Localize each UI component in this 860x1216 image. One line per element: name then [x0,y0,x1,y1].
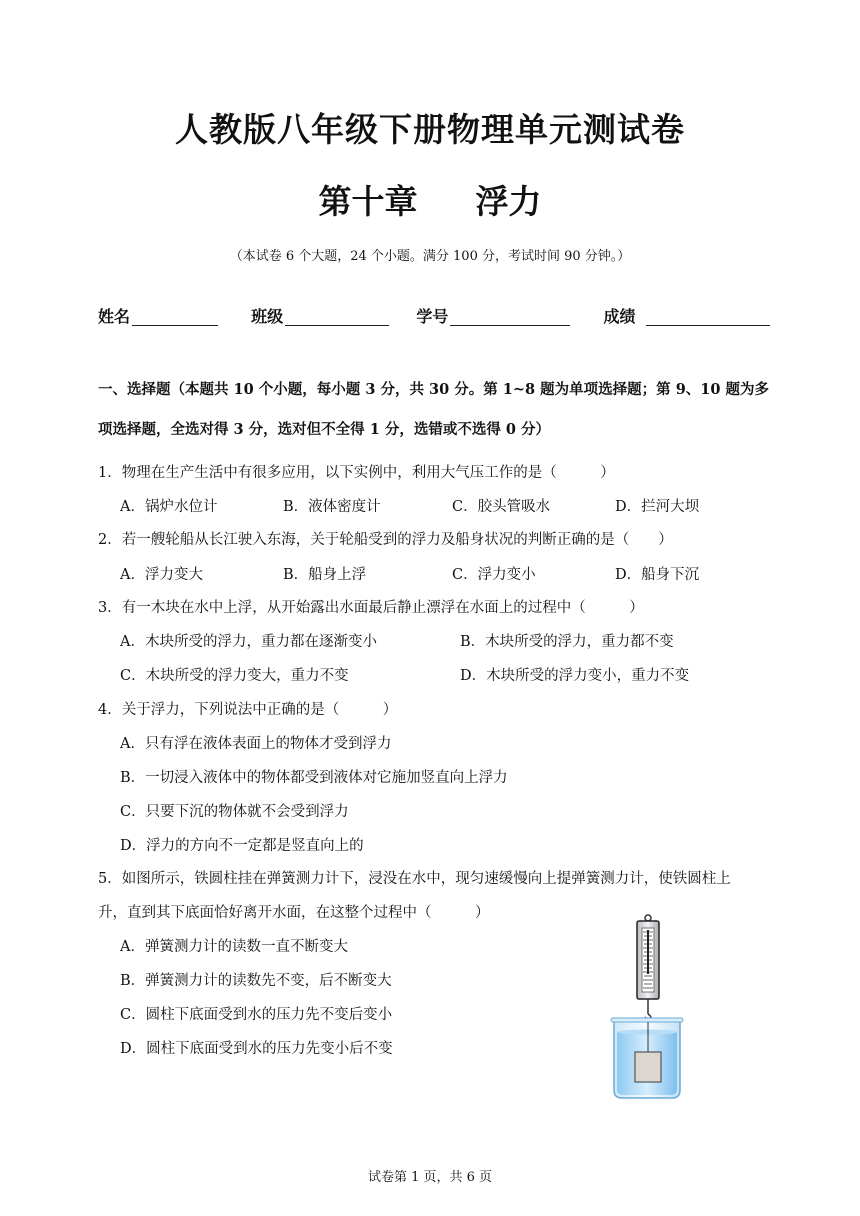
exam-note: （本试卷 6 个大题，24 个小题。满分 100 分，考试时间 90 分钟。） [229,249,631,264]
q5-option-b: B．弹簧测力计的读数先不变，后不断变大 [120,973,392,989]
q3-option-b: B．木块所受的浮力，重力都不变 [460,634,674,650]
name-label: 姓名 [98,307,131,326]
id-label: 学号 [416,307,449,326]
chapter-title [0,176,860,223]
page-footer: 试卷第 1 页，共 6 页 [367,1170,493,1185]
q1-option-d: D．拦河大坝 [615,499,700,515]
q4-option-b: B．一切浸入液体中的物体都受到液体对它施加竖直向上浮力 [120,770,508,786]
chapter-number: 第十章 [318,182,418,221]
q3-option-d: D．木块所受的浮力变小，重力不变 [460,668,690,684]
question-1-stem: 1．物理在生产生活中有很多应用，以下实例中，利用大气压工作的是（ ） [98,465,615,481]
q3-option-a: A．木块所受的浮力，重力都在逐渐变小 [120,634,377,650]
name-blank[interactable] [132,307,218,326]
q2-option-d: D．船身下沉 [615,567,700,583]
class-label: 班级 [251,307,284,326]
q5-option-d: D．圆柱下底面受到水的压力先变小后不变 [120,1041,393,1057]
q4-option-c: C．只要下沉的物体就不会受到浮力 [120,804,349,820]
question-4-stem: 4．关于浮力，下列说法中正确的是（ ） [98,702,398,718]
section-heading-line2: 项选择题，全选对得 3 分，选对但不全得 1 分，选错或不选得 0 分） [98,421,551,438]
question-5-stem-line1: 5．如图所示，铁圆柱挂在弹簧测力计下，浸没在水中，现匀速缓慢向上提弹簧测力计，使铁圆柱上 [98,871,731,887]
q1-option-a: A．锅炉水位计 [120,499,218,515]
student-info-row [98,304,770,327]
section-heading-line1: 一、选择题（本题共 10 个小题，每小题 3 分，共 30 分。第 1~8 题为单项选择题；第 9、10 题为多 [98,381,770,398]
question-3-stem: 3．有一木块在水中上浮，从开始露出水面最后静止漂浮在水面上的过程中（ ） [98,600,644,616]
q1-option-b: B．液体密度计 [283,499,381,515]
question-2-stem: 2．若一艘轮船从长江驶入东海，关于轮船受到的浮力及船身状况的判断正确的是（ ） [98,532,673,548]
q2-option-b: B．船身上浮 [283,567,367,583]
id-blank[interactable] [450,307,570,326]
score-label: 成绩 [603,307,636,326]
q1-option-c: C．胶头管吸水 [452,499,551,515]
class-blank[interactable] [285,307,389,326]
q5-option-a: A．弹簧测力计的读数一直不断变大 [120,939,348,955]
q3-option-c: C．木块所受的浮力变大，重力不变 [120,668,349,684]
exam-title: 人教版八年级下册物理单元测试卷 [175,110,685,149]
q4-option-d: D．浮力的方向不一定都是竖直向上的 [120,838,364,854]
chapter-name: 浮力 [475,182,542,221]
q2-option-c: C．浮力变小 [452,567,536,583]
spring-scale-beaker-figure [608,914,688,1104]
q5-option-c: C．圆柱下底面受到水的压力先不变后变小 [120,1007,393,1023]
q2-option-a: A．浮力变大 [120,567,203,583]
question-5-stem-line2: 升，直到其下底面恰好离开水面，在这整个过程中（ ） [98,905,490,921]
score-blank[interactable] [646,307,770,326]
q4-option-a: A．只有浮在液体表面上的物体才受到浮力 [120,736,392,752]
